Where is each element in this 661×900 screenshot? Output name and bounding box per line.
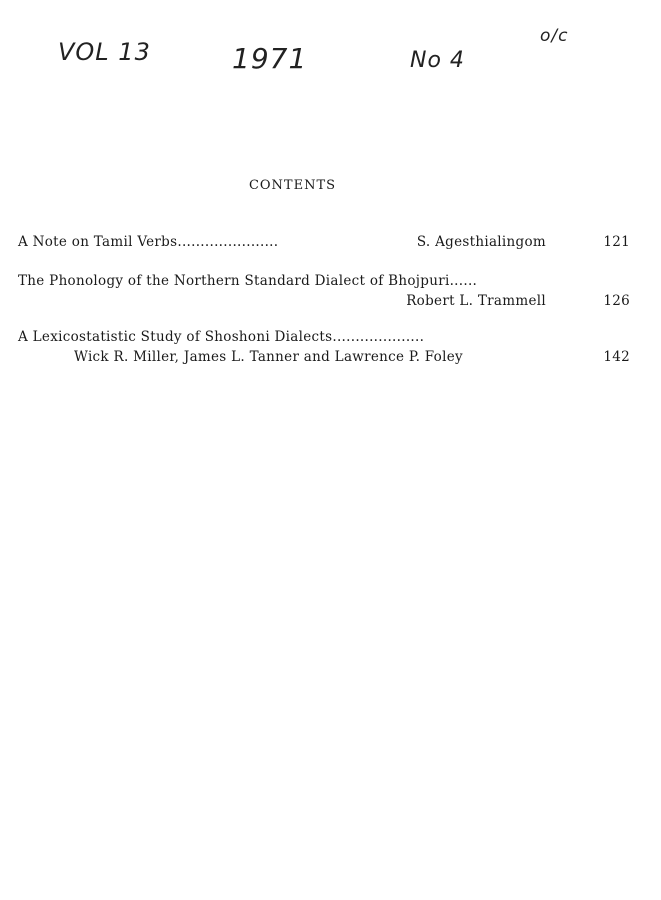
handwritten-year: 1971 (232, 42, 308, 75)
handwritten-oc-note: o/c (540, 26, 569, 46)
toc-entry (18, 271, 630, 311)
toc-entry-author: Robert L. Trammell (406, 293, 546, 309)
toc-entry (18, 232, 630, 252)
toc-entry-page: 121 (603, 234, 630, 250)
toc-row (18, 271, 630, 291)
toc-row (18, 232, 630, 252)
toc-row (18, 291, 630, 311)
contents-heading: CONTENTS (248, 178, 337, 193)
toc-entry-author: S. Agesthialingom (416, 234, 546, 250)
handwritten-number: No 4 (410, 48, 465, 73)
toc-entry (18, 327, 630, 367)
toc-entry-title: A Lexicostatistic Study of Shoshoni Dialects.................... (18, 329, 425, 345)
toc-entry-page: 126 (603, 293, 630, 309)
toc-row (18, 327, 630, 347)
toc-entry-page: 142 (603, 349, 630, 365)
toc-entry-title: A Note on Tamil Verbs...................... (18, 234, 279, 250)
toc-row (18, 347, 630, 367)
handwritten-volume: VOL 13 (58, 38, 151, 66)
toc-entry-title: The Phonology of the Northern Standard Dialect of Bhojpuri...... (18, 273, 478, 289)
toc-entry-author: Wick R. Miller, James L. Tanner and Lawrence P. Foley (74, 349, 463, 365)
